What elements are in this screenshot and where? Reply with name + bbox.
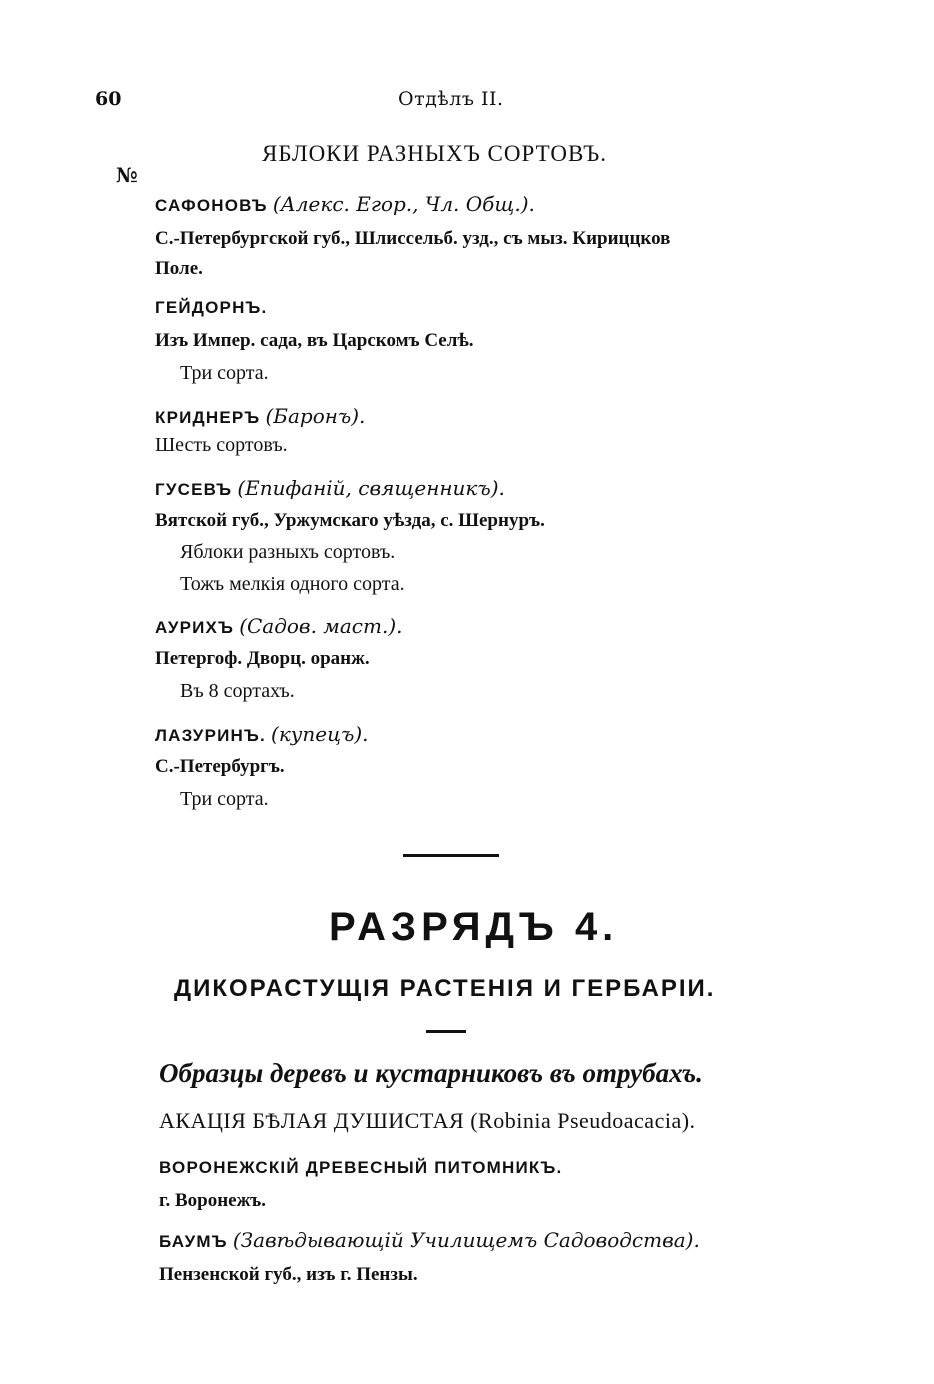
entry-name-line: [159, 1158, 562, 1178]
exhibitor-name: КРИДНЕРЪ: [155, 408, 261, 427]
exhibitor-note: (Епифаній, священникъ).: [237, 476, 505, 500]
number-column-mark: №: [116, 163, 138, 187]
entry-location: Поле.: [155, 258, 203, 279]
exhibitor-note: (Алекс. Егор., Чл. Общ.).: [272, 192, 535, 216]
exhibitor-name: ВОРОНЕЖСКІЙ ДРЕВЕСНЫЙ ПИТОМНИКЪ.: [159, 1158, 563, 1177]
exhibitor-name: САФОНОВЪ: [155, 196, 268, 215]
entry-location: С.-Петербургъ.: [155, 756, 285, 777]
entry-name-line: [155, 192, 535, 216]
entry-name-line: [159, 1228, 700, 1252]
exhibitor-name: БАУМЪ: [159, 1232, 228, 1251]
entry-location: г. Воронежъ.: [159, 1190, 266, 1211]
entry-location: Пензенской губ., изъ г. Пензы.: [159, 1264, 418, 1285]
category-title: РАЗРЯДЪ 4.: [329, 905, 619, 949]
exhibitor-name: ГУСЕВЪ: [155, 480, 233, 499]
entry-location: Вятской губ., Уржумскаго уѣзда, с. Шернуръ.: [155, 510, 545, 531]
exhibitor-name: АУРИХЪ: [155, 618, 235, 637]
exhibitor-note: (Баронъ).: [265, 404, 366, 428]
short-divider: [426, 1030, 466, 1033]
entry-location: С.-Петербургской губ., Шлиссельб. узд., съ мыз. Кириццков: [155, 228, 671, 249]
section-divider: [403, 854, 499, 857]
entry-item: Три сорта.: [180, 362, 269, 384]
exhibitor-note: (Завѣдывающій Училищемъ Садоводства).: [232, 1228, 700, 1252]
entry-item: Три сорта.: [180, 788, 269, 810]
running-header: Отдѣлъ II.: [398, 88, 504, 110]
page-number: 60: [95, 88, 122, 110]
entry-location: Изъ Импер. сада, въ Царскомъ Селѣ.: [155, 330, 474, 351]
entry-name-line: [155, 722, 369, 746]
exhibitor-note: (Садов. маст.).: [239, 614, 403, 638]
entry-name-line: [155, 298, 267, 318]
entry-name-line: [155, 404, 365, 428]
subheading: Образцы деревъ и кустарниковъ въ отрубахъ.: [159, 1058, 703, 1088]
entry-item: Яблоки разныхъ сортовъ.: [180, 541, 396, 563]
exhibitor-name: ЛАЗУРИНЪ.: [155, 726, 266, 745]
entry-name-line: [155, 476, 505, 500]
species-title: АКАЦІЯ БѢЛАЯ ДУШИСТАЯ (Robinia Pseudoacacia).: [159, 1108, 696, 1133]
entry-location: Шесть сортовъ.: [155, 434, 288, 456]
entry-location: Петергоф. Дворц. оранж.: [155, 648, 370, 669]
entry-name-line: [155, 614, 402, 638]
entry-item: Тожъ мелкія одного сорта.: [180, 573, 405, 595]
entry-item: Въ 8 сортахъ.: [180, 680, 295, 702]
category-subtitle: ДИКОРАСТУЩІЯ РАСТЕНІЯ И ГЕРБАРІИ.: [174, 975, 716, 1002]
exhibitor-note: (купецъ).: [271, 722, 369, 746]
section-title: ЯБЛОКИ РАЗНЫХЪ СОРТОВЪ.: [262, 141, 608, 166]
exhibitor-name: ГЕЙДОРНЪ.: [155, 298, 268, 317]
